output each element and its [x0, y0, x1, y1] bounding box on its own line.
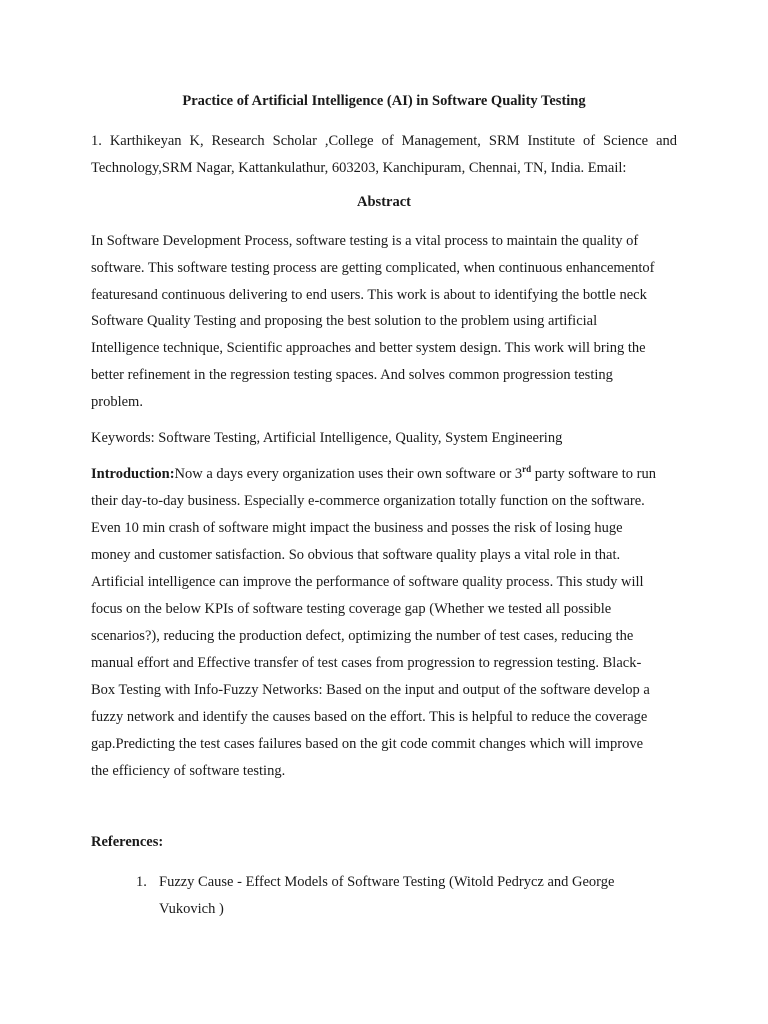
introduction-line: scenarios?), reducing the production defect, optimizing the number of test cases, reducing the	[91, 628, 634, 644]
abstract-line: featuresand continuous delivering to end users. This work is about to identifying the bottle neck	[91, 286, 647, 303]
reference-number: 1.	[136, 874, 147, 890]
keywords: Keywords: Software Testing, Artificial Intelligence, Quality, System Engineering	[91, 430, 563, 446]
introduction-line: the efficiency of software testing.	[91, 763, 286, 779]
introduction-first-line	[91, 461, 677, 488]
reference-line: Vukovich )	[159, 901, 224, 917]
introduction-line: focus on the below KPIs of software testing coverage gap (Whether we tested all possible	[91, 601, 612, 617]
abstract-line: software. This software testing process are getting complicated, when continuous enhancementof	[91, 259, 655, 276]
introduction-line: gap.Predicting the test cases failures based on the git code commit changes which will improve	[91, 736, 644, 752]
introduction-section	[91, 461, 677, 785]
abstract-line: Intelligence technique, Scientific approaches and better system design. This work will bring the	[91, 340, 646, 357]
abstract-line: Software Quality Testing and proposing the best solution to the problem using artificial	[91, 313, 598, 330]
abstract-line: problem.	[91, 393, 143, 410]
abstract-heading: Abstract	[357, 194, 411, 210]
author-affiliation: 1. Karthikeyan K, Research Scholar ,College of Management, SRM Institute of Science and Technology,SRM Nagar, Kattankulathur, 603203, Kanchipuram, Chennai, TN, India. Email:	[91, 133, 677, 176]
ordinal-superscript: rd	[522, 464, 532, 474]
introduction-line: manual effort and Effective transfer of test cases from progression to regression testing. Black-	[91, 655, 642, 671]
reference-text	[159, 869, 639, 923]
introduction-line: Box Testing with Info-Fuzzy Networks: Based on the input and output of the software develop a	[91, 682, 650, 698]
abstract-line: better refinement in the regression testing spaces. And solves common progression testing	[91, 366, 613, 383]
abstract-body	[91, 228, 677, 416]
reference-line: Fuzzy Cause - Effect Models of Software Testing (Witold Pedrycz and George	[159, 874, 615, 890]
references-heading: References:	[91, 834, 164, 850]
introduction-text: Now a days every organization uses their own software or 3	[174, 466, 523, 482]
abstract-line: In Software Development Process, software testing is a vital process to maintain the quality of	[91, 233, 639, 249]
introduction-text: party software to run	[531, 466, 656, 482]
paper-title: Practice of Artificial Intelligence (AI) in Software Quality Testing	[182, 93, 586, 109]
introduction-line: Artificial intelligence can improve the performance of software quality process. This study will	[91, 574, 644, 590]
introduction-line: Even 10 min crash of software might impact the business and posses the risk of losing huge	[91, 520, 623, 536]
introduction-line: fuzzy network and identify the causes based on the effort. This is helpful to reduce the coverage	[91, 709, 648, 725]
introduction-heading: Introduction:	[91, 466, 175, 482]
introduction-line: money and customer satisfaction. So obvious that software quality plays a vital role in that.	[91, 547, 621, 563]
introduction-line: their day-to-day business. Especially e-commerce organization totally function on the software.	[91, 493, 645, 509]
